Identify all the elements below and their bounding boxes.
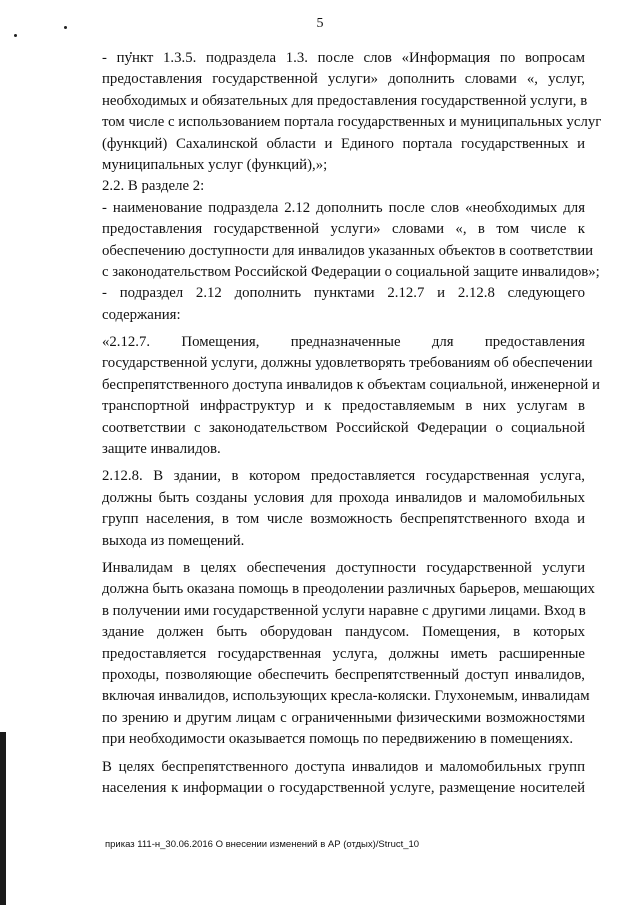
text-line: в получении ими государственной услуги наравне с другими лицами. Вход в [102,602,586,619]
text-line: соответствии с законодательством Российской Федерации о социальной [102,419,585,436]
paragraph [102,466,585,552]
text-line: необходимых и обязательных для предоставления государственной услуги, в [102,92,588,109]
paragraph [102,332,600,460]
text-line: должна быть оказана помощь в преодолении различных барьеров, мешающих [102,581,595,598]
text-line: при необходимости оказывается помощь по передвижению в помещениях. [102,731,574,748]
paragraph [102,48,602,176]
text-line: проходы, позволяющие обеспечить беспрепятственный доступ инвалидов, [102,666,585,683]
text-line: В целях беспрепятственного доступа инвалидов и маломобильных групп [102,758,585,775]
page-number: 5 [316,16,324,31]
text-line: беспрепятственного доступа инвалидов к объектам социальной, инженерной и [102,376,600,393]
paragraph [102,176,585,197]
text-line: должны быть созданы условия для прохода инвалидов и маломобильных [102,489,585,506]
text-line: выхода из помещений. [102,532,245,549]
text-line: групп населения, в том числе возможность беспрепятственного входа и [102,511,585,528]
paragraph [102,198,600,284]
text-line: населения к информации о государственной услуге, размещение носителей [102,779,585,796]
text-line: Инвалидам в целях обеспечения доступности государственной услуги [102,559,585,576]
text-line: муниципальных услуг (функций),»; [102,156,328,173]
section-heading: 2.2. В разделе 2: [102,178,205,195]
document-body [102,48,602,799]
text-line: предоставления государственной услуги» словами «, в том числе к [102,221,585,238]
text-line: 2.12.8. В здании, в котором предоставляется государственная услуга, [102,468,585,485]
text-line: том числе с использованием портала государственных и муниципальных услуг [102,114,602,131]
text-line: - подраздел 2.12 дополнить пунктами 2.12.7 и 2.12.8 следующего [102,285,585,302]
text-line: содержания: [102,306,181,323]
text-line: с законодательством Российской Федерации о социальной защите инвалидов»; [102,263,600,280]
text-line: предоставляется государственная услуга, должны иметь расширенные [102,645,585,662]
paragraph [102,558,595,751]
text-line: предоставления государственной услуги» дополнить словами «, услуг, [102,71,585,88]
text-line: включая инвалидов, использующих кресла-коляски. Глухонемым, инвалидам [102,688,590,705]
scan-edge-shadow [0,732,6,905]
text-line: обеспечению доступности для инвалидов указанных объектов в соответствии [102,242,594,259]
text-line: по зрению и другим лицам с ограниченными физическими возможностями [102,709,585,726]
paragraph [102,757,585,800]
paragraph [102,283,585,326]
text-line: - пункт 1.3.5. подраздела 1.3. после слов «Информация по вопросам [102,50,585,66]
text-line: государственной услуги, должны удовлетворять требованиям об обеспечении [102,355,593,372]
text-line: (функций) Сахалинской области и Единого портала государственных и [102,135,585,152]
text-line: «2.12.7. Помещения, предназначенные для предоставления [102,334,585,351]
text-line: - наименование подраздела 2.12 дополнить после слов «необходимых для [102,199,585,216]
text-line: транспортной инфраструктур и к предоставляемым в них услугам в [102,398,585,415]
text-line: здание должен быть оборудован пандусом. Помещения, в которых [102,624,585,641]
text-line: защите инвалидов. [102,441,221,458]
scan-dot [14,34,17,37]
document-footer: приказ 111-н_30.06.2016 О внесении изменений в АР (отдых)/Struct_10 [105,839,420,850]
